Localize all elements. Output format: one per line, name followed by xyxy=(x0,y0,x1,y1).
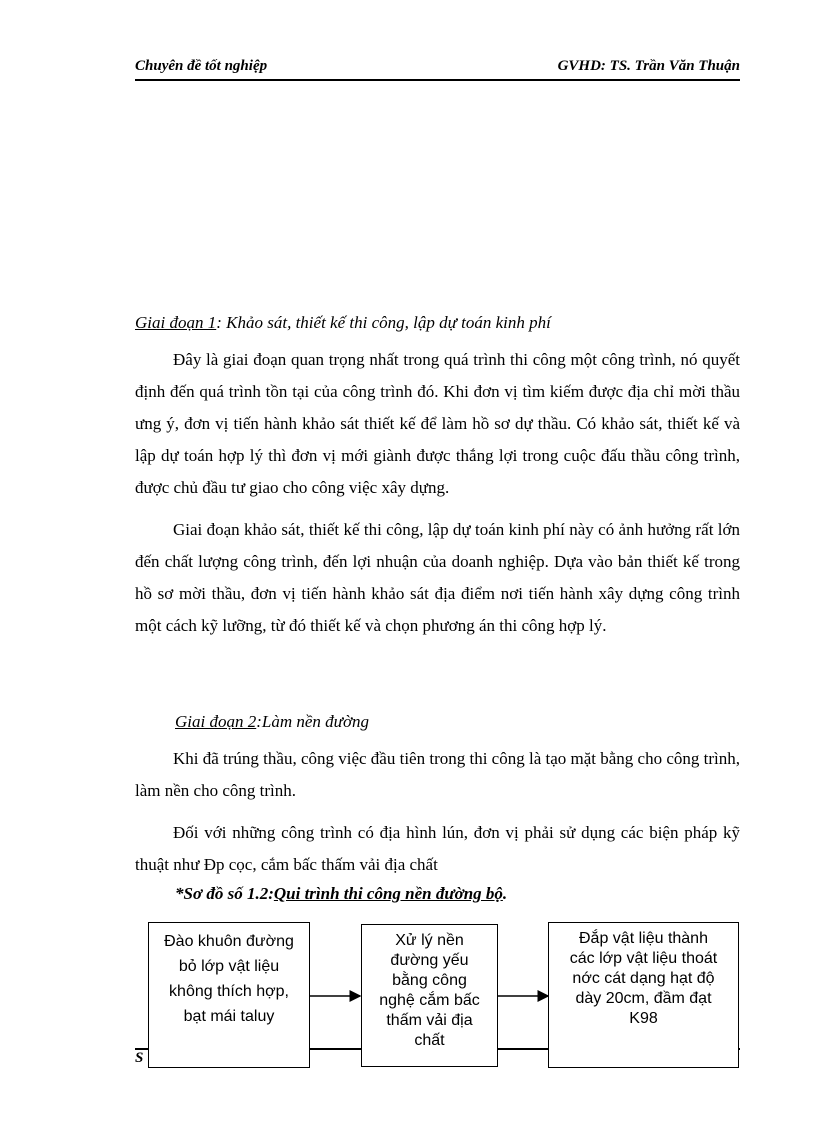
paragraph: Giai đoạn khảo sát, thiết kế thi công, lập dự toán kinh phí này có ảnh hưởng rất lớn đến chất lượng công trình, đến lợi nhuận của doanh nghiệp. Dựa vào bản thiết kế trong hồ sơ mời thầu, đơn vị tiến hành khảo sát địa điểm nơi tiến hành xây dựng công trình một cách kỹ lưỡng, từ đó thiết kế và chọn phương án thi công hợp lý. xyxy=(135,520,740,635)
footer-left-text: S xyxy=(135,1050,144,1066)
flow-step-2 xyxy=(361,924,498,1067)
flow-step-line: nớc cát dạng hạt độ xyxy=(572,970,715,987)
flow-step-line: Đào khuôn đường xyxy=(164,933,294,950)
header-advisor: GVHD: TS. Trần Văn Thuận xyxy=(557,58,740,74)
stage2-label: Giai đoạn 2 xyxy=(175,712,257,731)
flow-step-line: bằng công xyxy=(392,972,467,989)
flow-step-line: không thích hợp, xyxy=(169,983,289,1000)
flow-step-line: các lớp vật liệu thoát xyxy=(569,950,718,967)
flow-step-line: bạt mái taluy xyxy=(183,1008,275,1025)
stage1-label: Giai đoạn 1 xyxy=(135,313,217,332)
flow-step-line: dày 20cm, đầm đạt xyxy=(575,990,712,1007)
flow-step-line: đường yếu xyxy=(390,952,469,969)
paragraph: Khi đã trúng thầu, công việc đầu tiên trong thi công là tạo mặt bằng cho công trình, làm nền cho công trình. xyxy=(135,749,740,800)
flow-step-line: Xử lý nền xyxy=(395,932,464,949)
flow-step-line: chất xyxy=(414,1032,445,1049)
paragraph: Đối với những công trình có địa hình lún, đơn vị phải sử dụng các biện pháp kỹ thuật như Đp cọc, cắm bấc thấm vải địa chất xyxy=(135,823,740,874)
flow-step-line: K98 xyxy=(629,1010,658,1027)
stage1-title: : Khảo sát, thiết kế thi công, lập dự toán kinh phí xyxy=(216,313,551,332)
flow-step-line: nghệ cắm bấc xyxy=(379,992,480,1009)
flow-step-3 xyxy=(548,922,739,1068)
header-title: Chuyên đề tốt nghiệp xyxy=(135,58,268,74)
flow-step-line: Đắp vật liệu thành xyxy=(579,930,708,947)
caption-title: Qui trình thi công nền đường bộ xyxy=(273,884,503,903)
caption-prefix: *Sơ đồ số 1.2: xyxy=(175,884,274,903)
flow-step-line: bỏ lớp vật liệu xyxy=(178,958,280,975)
stage2-title: :Làm nền đường xyxy=(256,712,370,731)
flow-step-line: thấm vải địa xyxy=(386,1012,473,1029)
flow-step-1 xyxy=(148,922,310,1068)
paragraph: Đây là giai đoạn quan trọng nhất trong quá trình thi công một công trình, nó quyết định đến quá trình tồn tại của công trình đó. Khi đơn vị tìm kiếm được địa chỉ mời thầu ưng ý, đơn vị tiến hành khảo sát thiết kế để làm hồ sơ dự thầu. Có khảo sát, thiết kế và lập dự toán hợp lý thì đơn vị mới giành được thắng lợi trong cuộc đấu thầu công trình, được chủ đầu tư giao cho công việc xây dựng. xyxy=(135,350,740,497)
caption-suffix: . xyxy=(502,884,508,903)
